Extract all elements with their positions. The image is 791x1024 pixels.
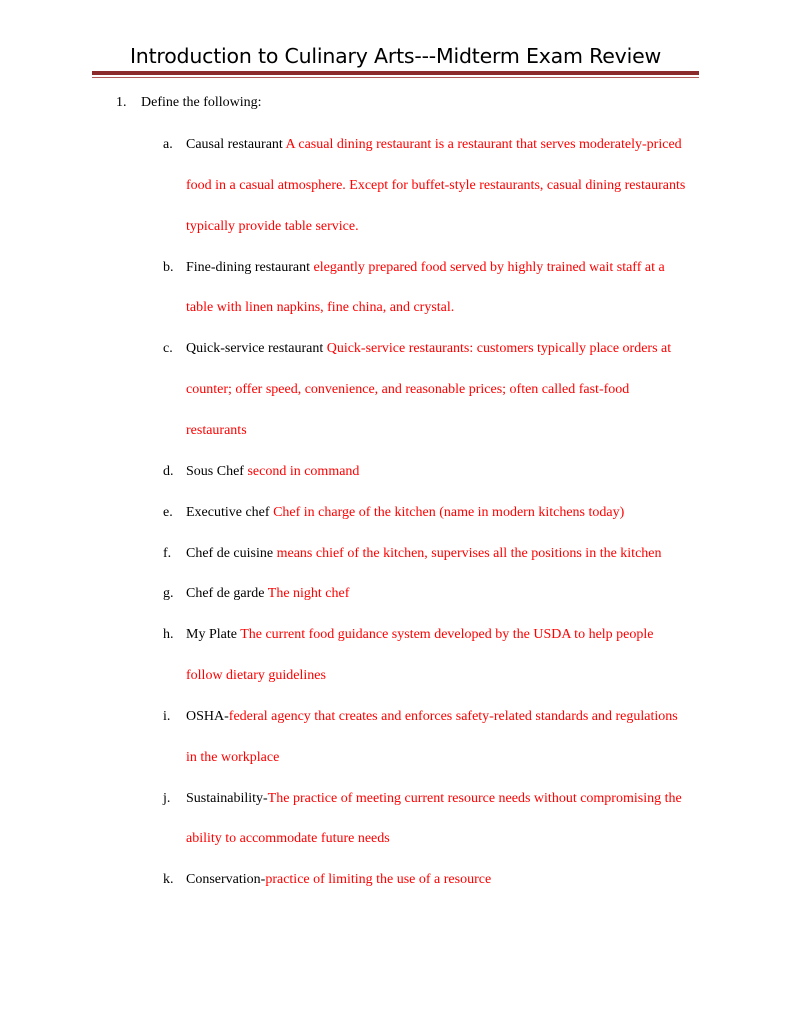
definition-item — [163, 587, 349, 601]
item-letter: k. — [163, 872, 174, 888]
item-letter: i. — [163, 708, 171, 724]
item-letter: h. — [163, 627, 174, 643]
item-answer-line: counter; offer speed, convenience, and reasonable prices; often called fast-food — [186, 382, 630, 398]
item-answer-line: restaurants — [186, 422, 247, 438]
definition-item — [163, 261, 665, 275]
definition-item — [163, 628, 653, 642]
item-letter: f. — [163, 545, 172, 561]
item-letter: g. — [163, 586, 174, 602]
item-answer-line: federal agency that creates and enforces safety-related standards and regulations — [228, 708, 678, 724]
item-term: Causal restaurant — [186, 137, 286, 152]
item-answer-line: The night chef — [267, 586, 350, 602]
item-letter: e. — [163, 504, 173, 520]
item-term: Conservation- — [186, 872, 266, 888]
definition-item — [163, 506, 624, 520]
header-rule-thick — [92, 71, 699, 75]
item-answer-line: food in a casual atmosphere. Except for buffet-style restaurants, casual dining restaurants — [186, 177, 686, 193]
item-answer-line: typically provide table service. — [186, 218, 359, 234]
item-term: OSHA- — [186, 708, 229, 724]
definition-item — [163, 792, 682, 806]
item-term: Sustainability- — [186, 790, 268, 806]
item-term: Chef de cuisine — [186, 545, 277, 561]
item-term: Fine-dining restaurant — [186, 259, 314, 275]
item-answer-line: A casual dining restaurant is a restaurant that serves moderately-priced — [285, 137, 682, 152]
item-term: Executive chef — [186, 504, 274, 520]
item-answer-line: The current food guidance system developed by the USDA to help people — [240, 627, 654, 643]
definition-item — [163, 138, 682, 152]
item-letter: a. — [163, 137, 173, 152]
item-letter: j. — [163, 790, 171, 806]
item-term: Quick-service restaurant — [186, 341, 327, 357]
item-answer-line: Chef in charge of the kitchen (name in modern kitchens today) — [273, 504, 625, 520]
definition-item — [163, 547, 662, 561]
item-answer-line: table with linen napkins, fine china, and crystal. — [186, 300, 455, 316]
item-answer-line: means chief of the kitchen, supervises all the positions in the kitchen — [276, 545, 662, 561]
item-letter: d. — [163, 463, 174, 479]
item-answer-line: practice of limiting the use of a resource — [265, 872, 492, 888]
item-answer-line: in the workplace — [186, 749, 280, 765]
item-answer-line: second in command — [247, 463, 360, 479]
item-term: Sous Chef — [186, 463, 248, 479]
item-term: My Plate — [186, 627, 241, 643]
item-answer-line: follow dietary guidelines — [186, 668, 326, 684]
item-term: Chef de garde — [186, 586, 268, 602]
page-title: Introduction to Culinary Arts---Midterm Exam Review — [129, 44, 662, 68]
item-letter: b. — [163, 259, 174, 275]
header-rule-thin — [92, 77, 699, 78]
definition-item — [163, 342, 671, 356]
item-answer-line: elegantly prepared food served by highly trained wait staff at a — [313, 259, 665, 275]
item-answer-line: The practice of meeting current resource needs without compromising the — [267, 790, 682, 806]
item-answer-line: Quick-service restaurants: customers typically place orders at — [326, 341, 672, 357]
definition-item — [163, 873, 491, 887]
definition-item — [163, 465, 359, 479]
item-letter: c. — [163, 341, 173, 357]
item-answer-line: ability to accommodate future needs — [186, 831, 390, 847]
question-number: 1. — [116, 95, 127, 110]
question-prompt: Define the following: — [141, 95, 262, 110]
definition-item — [163, 710, 678, 724]
